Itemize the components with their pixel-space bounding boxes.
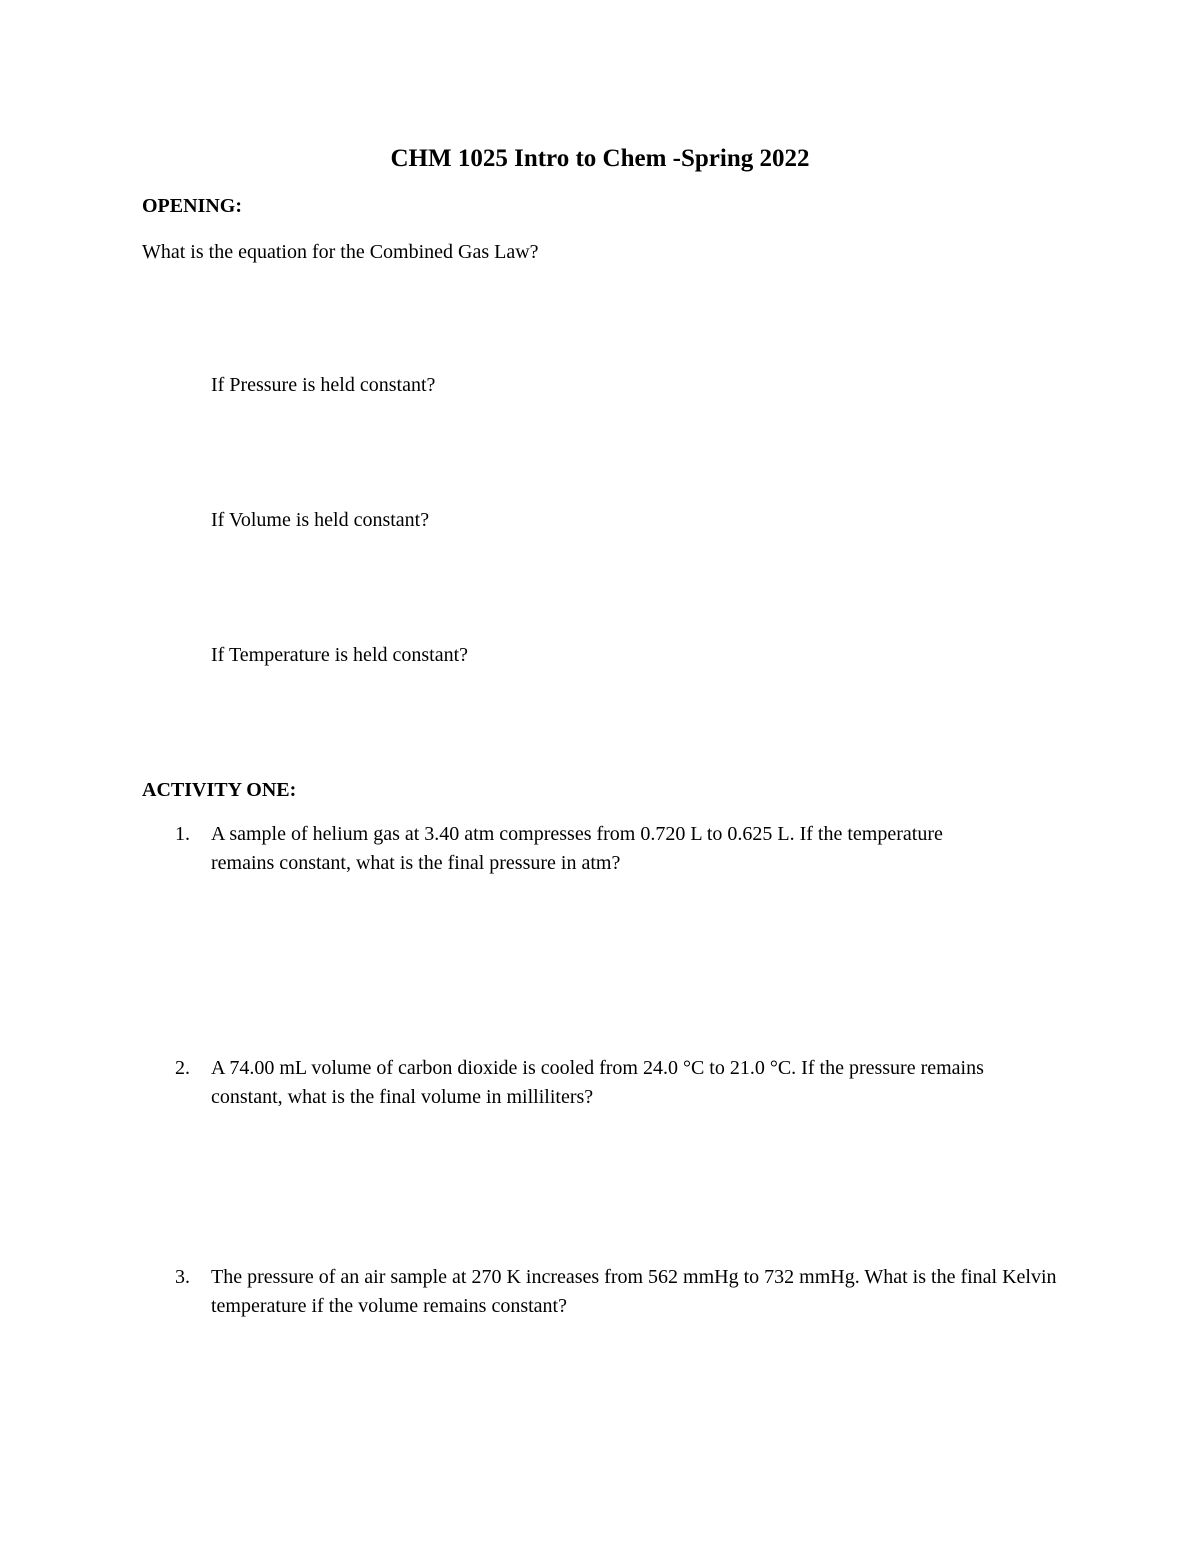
question-number: 3. (175, 1266, 190, 1288)
sub-question-pressure: If Pressure is held constant? (211, 374, 436, 396)
activity-question-1 (142, 820, 1082, 878)
activity-question-2 (142, 1054, 1082, 1112)
sub-question-temperature: If Temperature is held constant? (211, 644, 469, 666)
opening-question: What is the equation for the Combined Gas Law? (142, 241, 539, 263)
question-number: 2. (175, 1057, 190, 1079)
activity-question-3 (142, 1263, 1082, 1321)
sub-question-volume: If Volume is held constant? (211, 509, 430, 531)
activity-one-heading: ACTIVITY ONE: (142, 779, 297, 801)
question-text: A sample of helium gas at 3.40 atm compresses from 0.720 L to 0.625 L. If the temperature remains constant, what is the final pressure in atm? (211, 823, 943, 874)
question-text: A 74.00 mL volume of carbon dioxide is cooled from 24.0 °C to 21.0 °C. If the pressure remains constant, what is the final volume in milliliters? (211, 1057, 984, 1108)
opening-heading: OPENING: (142, 195, 242, 217)
question-text: The pressure of an air sample at 270 K increases from 562 mmHg to 732 mmHg. What is the final Kelvin temperature if the volume remains constant? (211, 1266, 1057, 1317)
question-number: 1. (175, 823, 190, 845)
page-title: CHM 1025 Intro to Chem -Spring 2022 (390, 145, 810, 172)
